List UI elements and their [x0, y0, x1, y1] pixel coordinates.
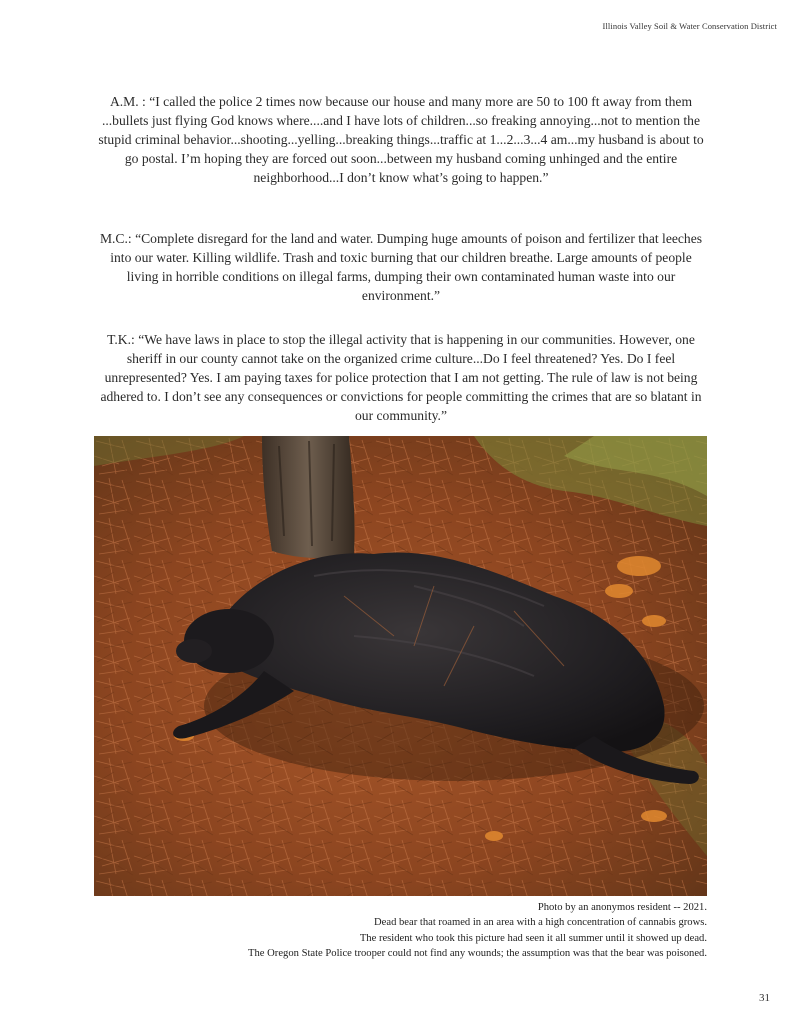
caption-line: Photo by an anonymos resident -- 2021. [537, 902, 707, 913]
quote-mc: M.C.: “Complete disregard for the land and water. Dumping huge amounts of poison and fertilizer that leeches into our water. Killing wildlife. Trash and toxic burning that our children breathe. Large amounts of people living in horrible conditions on illegal farms, dumping their own contaminated human waste into our environment.” [99, 231, 703, 303]
publication-header: Illinois Valley Soil & Water Conservation District [602, 21, 777, 31]
photo-caption [95, 900, 707, 962]
quote-tk: T.K.: “We have laws in place to stop the illegal activity that is happening in our communities. However, one sheriff in our county cannot take on the organized crime culture...Do I feel threatened? Yes. Do I feel unrepresented? Yes. I am paying taxes for police protection that I am not getting. The rule of law is not being adhered to. I don’t see any consequences or convictions for people committing the crimes that are so blatant in our community.” [100, 332, 702, 423]
page-number: 31 [759, 992, 770, 1004]
quote-am: A.M. : “I called the police 2 times now because our house and many more are 50 to 100 ft away from them ...bullets just flying God knows where....and I have lots of children...so freaking annoying...not to mention the stupid criminal behavior...shooting...yelling...breaking things...traffic at 1...2...3...4 am...my husband is about to go postal. I’m hoping they are forced out soon...between my husband coming unhinged and the entire neighborhood...I don’t know what’s going to happen.” [98, 94, 704, 185]
caption-line: Dead bear that roamed in an area with a high concentration of cannabis grows. [374, 917, 707, 929]
caption-line: The resident who took this picture had seen it all summer until it showed up dead. [359, 932, 707, 944]
caption-line: The Oregon State Police trooper could not find any wounds; the assumption was that the bear was poisoned. [248, 948, 707, 960]
dead-bear-photo [94, 436, 707, 896]
